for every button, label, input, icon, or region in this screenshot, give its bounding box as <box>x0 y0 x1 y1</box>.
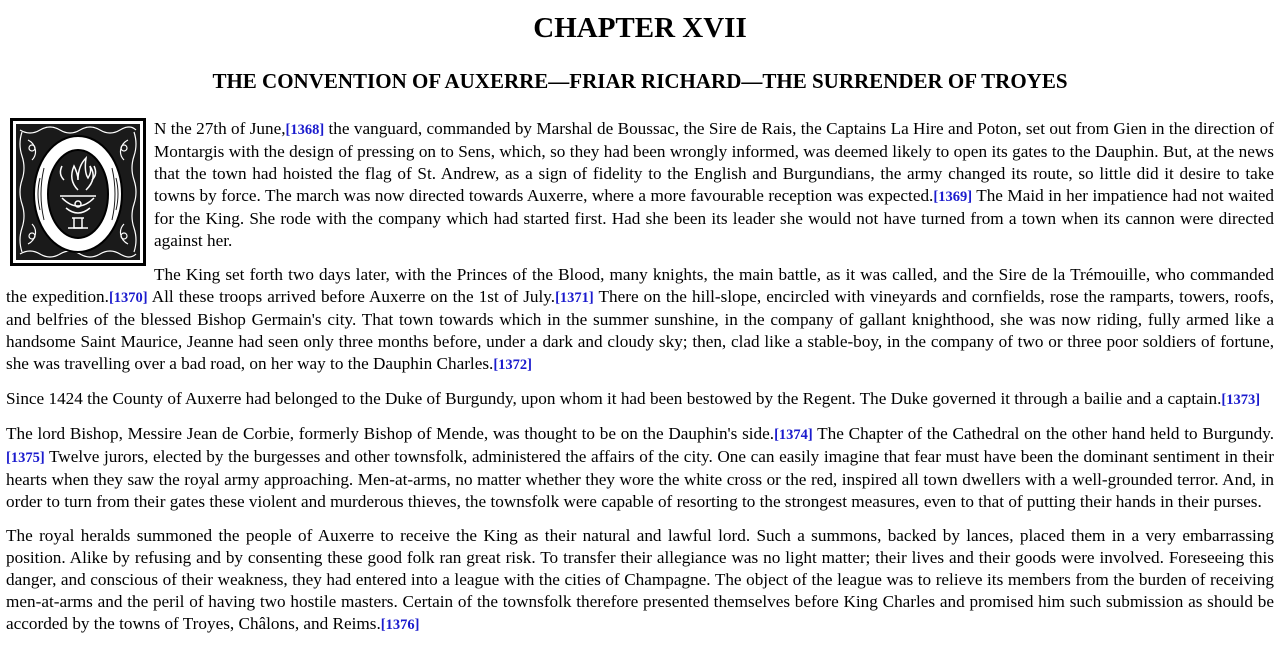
chapter-body <box>6 118 1274 648</box>
footnote-link[interactable]: [1374] <box>774 427 813 443</box>
footnote-link[interactable]: [1370] <box>108 290 148 306</box>
footnote-link[interactable]: [1372] <box>493 357 532 373</box>
paragraph <box>6 525 1274 636</box>
footnote-link[interactable]: [1368] <box>285 122 325 138</box>
paragraph-text: Twelve jurors, elected by the burgesses and other townsfolk, administered the affairs of the city. One can easily imagine that fear must have been the dominant sentiment in their hearts when they saw the royal army approaching. Men-at-arms, no matter whether they wore the white cross or the red, inspired all town dwellers with a well-grounded terror. And, in order to turn from their gates these violent and murderous thieves, the townsfolk were capable of resorting to the strongest measures, even to that of putting their hands in their purses. <box>6 447 1274 511</box>
paragraph-text: The King set forth two days later, with the Princes of the Blood, many knights, the main battle, as it was called, and the Sire de la Trémouille, who commanded the expedition. <box>6 265 1274 306</box>
paragraph-text: There on the hill-slope, encircled with vineyards and cornfields, rose the ramparts, towers, roofs, and belfries of the blessed Bishop Germain's city. That town towards which in the summer sunshine, in the company of gallant knighthood, she was now riding, fully armed like a handsome Saint Maurice, Jeanne had seen only three months before, under a dark and cloudy sky; then, clad like a stable-boy, in the company of two or three poor soldiers of fortune, she was travelling over a bad road, on her way to the Dauphin Charles. <box>6 287 1274 373</box>
footnote-link[interactable]: [1375] <box>6 450 45 466</box>
paragraph-text: The Maid in her impatience had not waited for the King. She rode with the company which had started first. Had she been its leader she would not have turned from a town when its cannon were directed against her. <box>154 186 1275 250</box>
paragraph-text: the vanguard, commanded by Marshal de Boussac, the Sire de Rais, the Captains La Hire and Poton, set out from Gien in the direction of Montargis with the design of pressing on to Sens, which, so they had been wrongly informed, was deemed likely to open its gates to the Dauphin. But, at the news that the town had hoisted the flag of St. Andrew, as a sign of fidelity to the English and Burgundians, the army changed its route, so little did it desire to take towns by force. The march was now directed towards Auxerre, where a more favourable reception was expected. <box>154 119 1274 205</box>
paragraph <box>6 423 1274 513</box>
paragraph <box>6 264 1274 376</box>
paragraph-text: Since 1424 the County of Auxerre had belonged to the Duke of Burgundy, upon whom it had been bestowed by the Regent. The Duke governed it through a bailie and a captain. <box>6 389 1222 408</box>
footnote-link[interactable]: [1369] <box>933 189 973 205</box>
paragraph-text: The lord Bishop, Messire Jean de Corbie, formerly Bishop of Mende, was thought to be on the Dauphin's side. <box>6 424 775 443</box>
chapter-title: CHAPTER XVII <box>533 12 747 44</box>
paragraph-text: The royal heralds summoned the people of Auxerre to receive the King as their natural and lawful lord. Such a summons, backed by lances, placed them in a very embarrassing position. Alike by refusing and by consenting these good folk ran great risk. To transfer their allegiance was no light matter; their lives and their goods were involved. Foreseeing this danger, and conscious of their weakness, they had entered into a league with the cities of Champagne. The object of the league was to relieve its members from the burden of receiving men-at-arms and the peril of having two hostile masters. Certain of the townsfolk therefore presented themselves before King Charles and promised him such submission as should be accorded by the towns of Troyes, Châlons, and Reims. <box>6 526 1274 633</box>
footnote-link[interactable]: [1376] <box>380 617 420 633</box>
chapter-subtitle: THE CONVENTION OF AUXERRE—FRIAR RICHARD—THE SURRENDER OF TROYES <box>212 69 1068 93</box>
paragraph-text: All these troops arrived before Auxerre on the 1st of July. <box>147 287 556 306</box>
drop-cap-o-illustration <box>10 118 146 266</box>
paragraph <box>6 118 1274 252</box>
paragraph <box>6 388 1274 411</box>
paragraph-text: The Chapter of the Cathedral on the other hand held to Burgundy. <box>812 424 1274 443</box>
footnote-link[interactable]: [1373] <box>1221 392 1261 408</box>
paragraph-text: N the 27th of June, <box>154 119 286 138</box>
footnote-link[interactable]: [1371] <box>555 290 594 306</box>
